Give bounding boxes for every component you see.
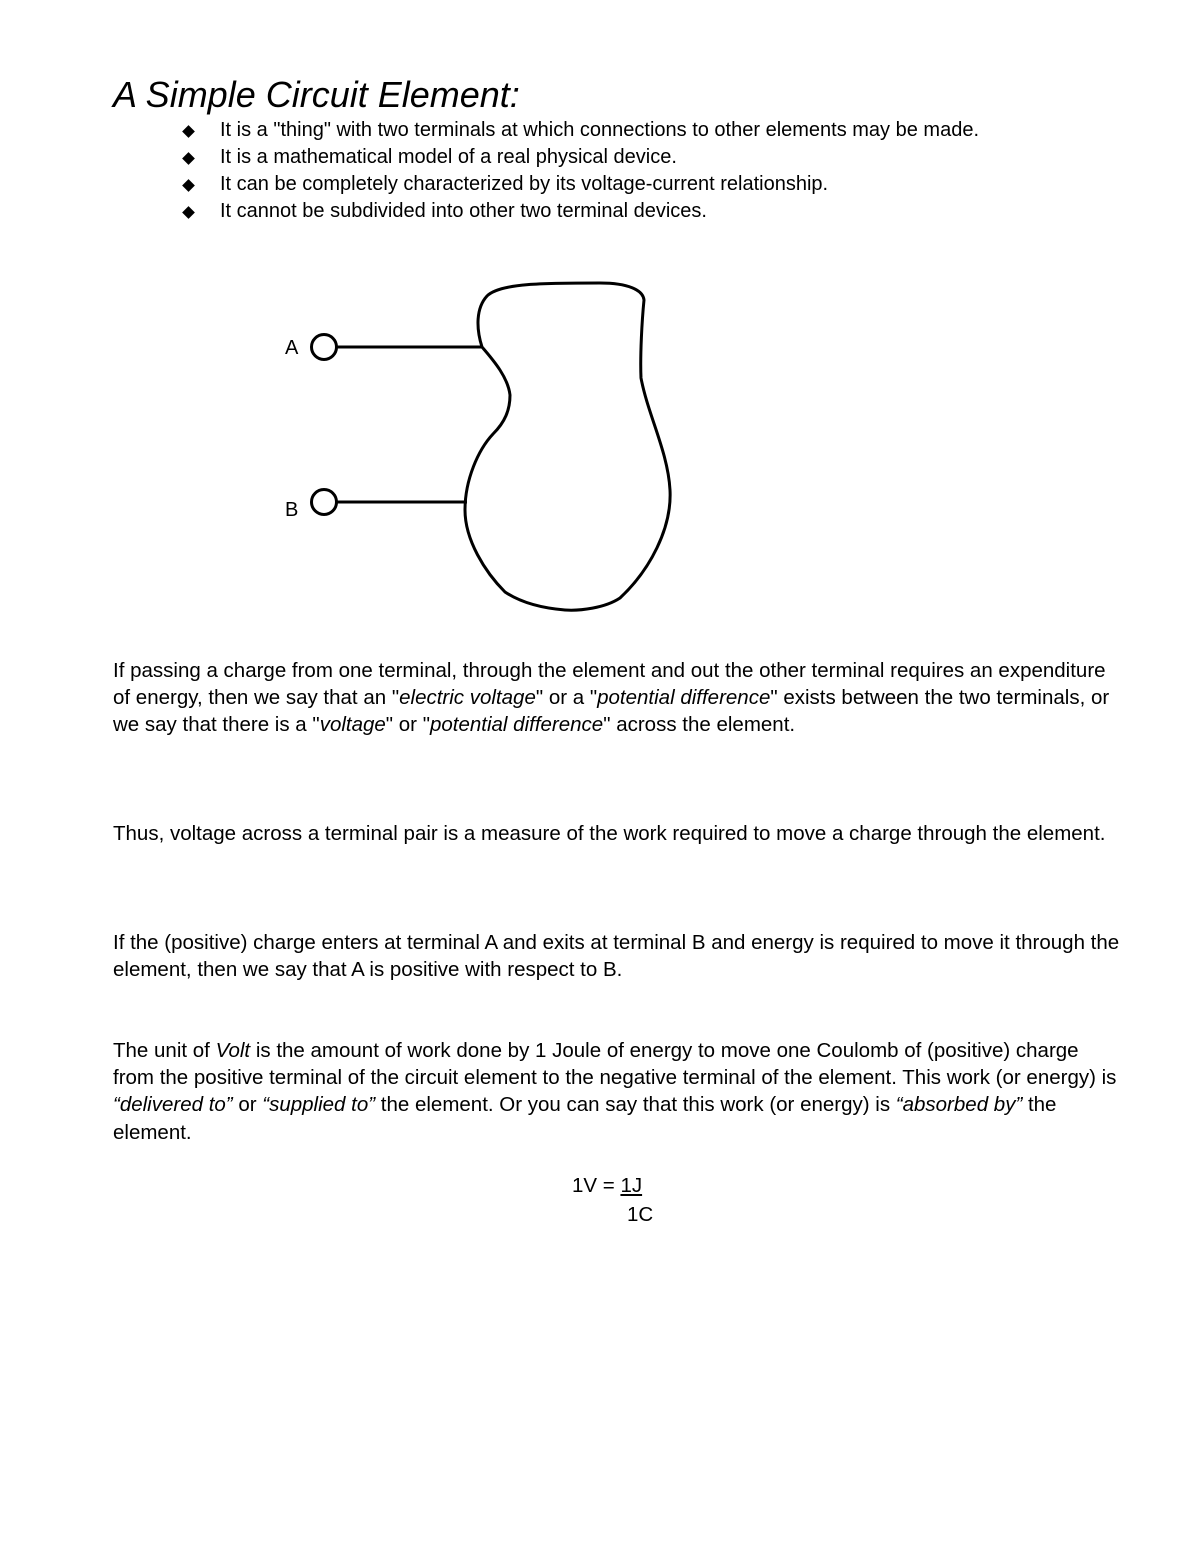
para-emphasis: Volt (215, 1039, 251, 1062)
para-text: is the amount of work done by 1 Joule of energy to move one Coulomb of (positive) charge from the positive terminal of the circuit element to the negative terminal of the element. This work (or energy) is (113, 1039, 1117, 1090)
terminal-a-circle (312, 335, 337, 360)
page-title: A Simple Circuit Element: (113, 74, 520, 115)
diamond-bullet-icon (182, 125, 195, 138)
para-emphasis: electric voltage (399, 686, 536, 710)
equation-denominator: 1C (627, 1203, 654, 1226)
list-item (183, 144, 979, 171)
volt-equation (572, 1171, 653, 1229)
para-text: " or a " (535, 686, 598, 710)
para-text: " across the element. (603, 713, 796, 737)
para-text: or (232, 1093, 263, 1117)
list-item (183, 171, 979, 198)
para-text: " exists between the two terminals, or we say that there is a " (113, 686, 1110, 737)
para-emphasis: potential difference (597, 686, 771, 710)
bullet-text: It can be completely characterized by its voltage-current relationship. (220, 173, 829, 195)
diamond-bullet-icon (182, 152, 195, 165)
bullet-text: It cannot be subdivided into other two terminal devices. (220, 200, 707, 222)
diamond-bullet-icon (182, 179, 195, 192)
paragraph-polarity: If the (positive) charge enters at terminal A and exits at terminal B and energy is required to move it through the element, then we say that A is positive with respect to B. (113, 931, 1120, 982)
paragraph-voltage-definition (113, 657, 1123, 739)
diamond-bullet-icon (182, 206, 195, 219)
para-emphasis: voltage (319, 713, 386, 737)
terminal-a-label: A (285, 337, 299, 359)
circuit-element-diagram (270, 270, 690, 620)
equation-top-row (572, 1171, 653, 1200)
list-item (183, 198, 979, 225)
paragraph-voltage-measure: Thus, voltage across a terminal pair is a measure of the work required to move a charge through the element. (113, 822, 1106, 845)
bullet-text: It is a mathematical model of a real physical device. (220, 146, 677, 168)
equation-numerator: 1J (620, 1174, 643, 1197)
terminal-b-label: B (285, 499, 299, 521)
para-text: If passing a charge from one terminal, through the element and out the other terminal requires an expenditure of energy, then we say that an " (113, 659, 1106, 710)
para-emphasis: “absorbed by” (895, 1093, 1023, 1117)
bullet-text: It is a "thing" with two terminals at which connections to other elements may be made. (220, 119, 980, 141)
terminal-b-circle (312, 490, 337, 515)
para-emphasis: “delivered to” (113, 1093, 233, 1117)
para-text: The unit of (113, 1039, 216, 1062)
equation-lhs: 1V = (572, 1174, 621, 1197)
para-emphasis: potential difference (429, 713, 604, 737)
para-text: the element. Or you can say that this work (or energy) is (375, 1093, 896, 1117)
list-item (183, 117, 979, 144)
element-blob-outline (465, 283, 670, 610)
para-text: the element. (113, 1093, 1057, 1144)
paragraph-volt-unit (113, 1037, 1123, 1146)
para-text: " or " (385, 713, 430, 737)
bullet-list (183, 117, 979, 225)
para-emphasis: “supplied to” (262, 1093, 376, 1117)
